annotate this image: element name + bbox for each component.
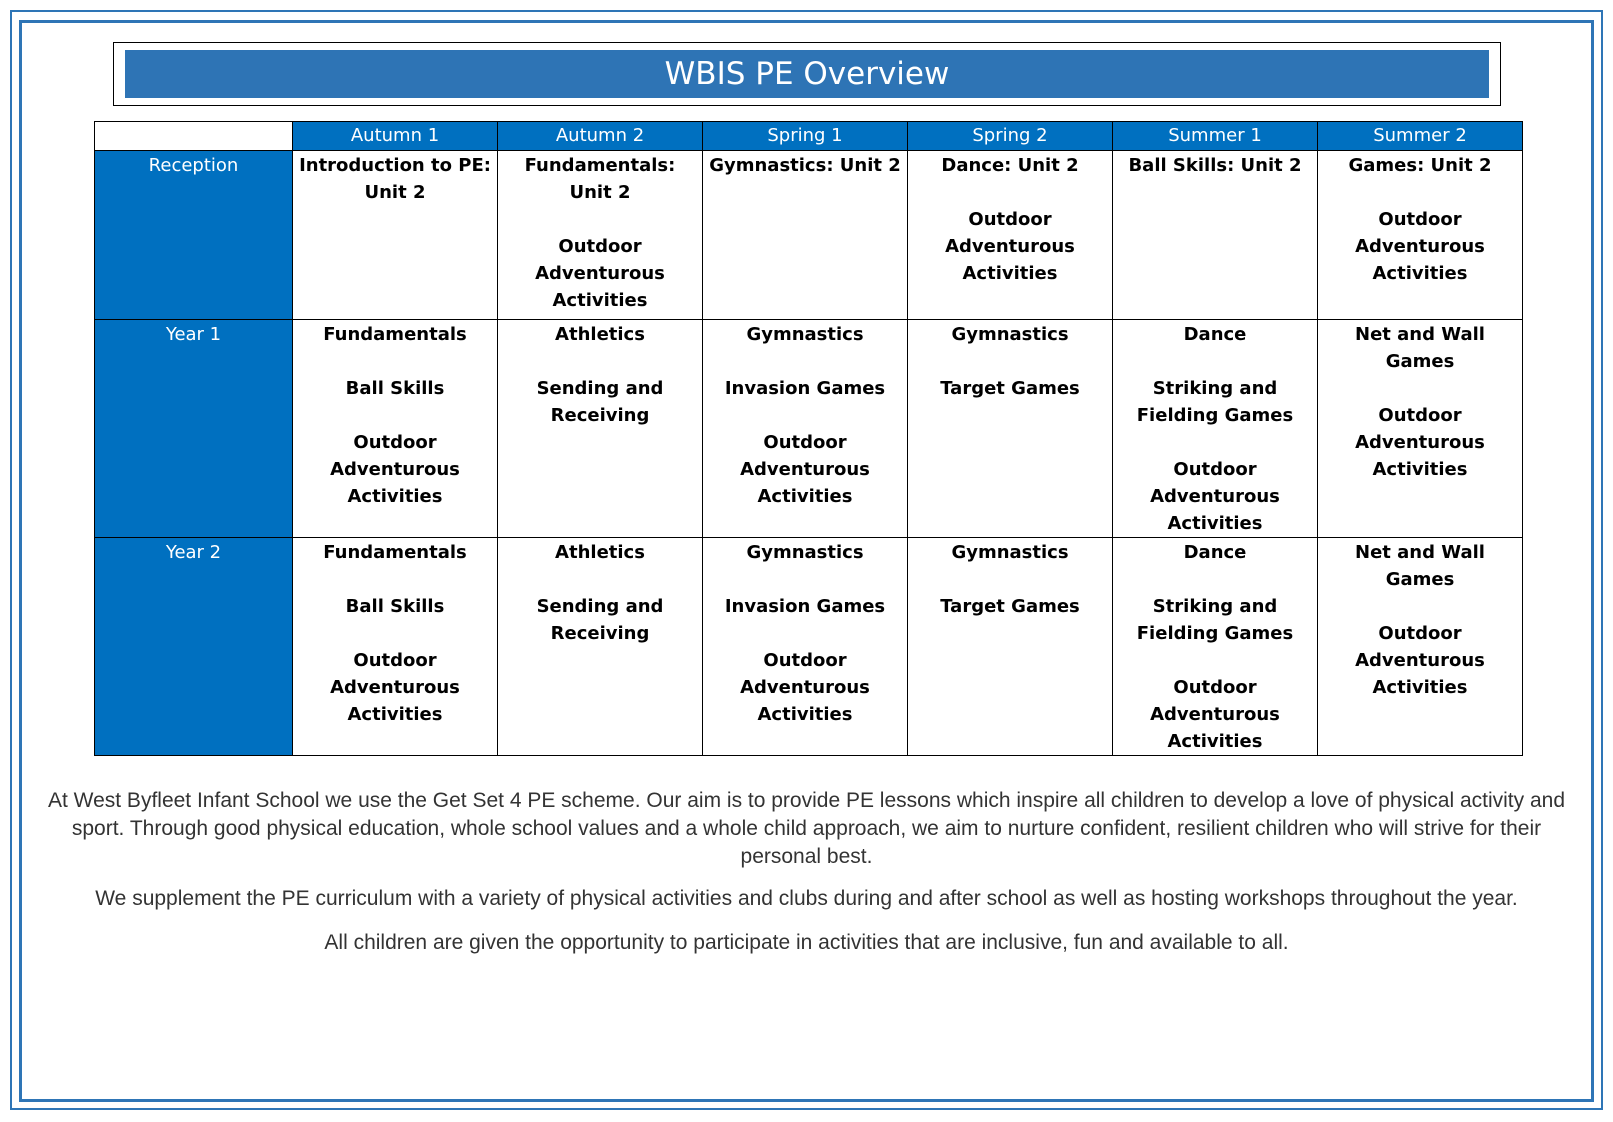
activity-cell: [1113, 320, 1318, 538]
activity-text: Outdoor Adventurous Activities: [1355, 405, 1485, 480]
activity-text: Outdoor Adventurous Activities: [1355, 209, 1485, 284]
title-box: [113, 42, 1501, 106]
activity-cell: [293, 151, 498, 320]
activity-text: Sending and Receiving: [536, 378, 664, 426]
activity-text: Athletics: [555, 324, 645, 345]
cell-spacer: [1324, 593, 1516, 620]
activity-text: Outdoor Adventurous Activities: [1150, 459, 1280, 534]
cell-spacer: [299, 402, 491, 429]
activity-text: Striking and Fielding Games: [1136, 378, 1294, 426]
table-header-row: [95, 122, 1523, 151]
activity-text: Ball Skills: [345, 596, 445, 617]
activity-text: Outdoor Adventurous Activities: [1150, 677, 1280, 752]
activity-cell: [293, 320, 498, 538]
activity-cell: [703, 151, 908, 320]
activity-text: Outdoor Adventurous Activities: [740, 432, 870, 507]
activity-cell: [1113, 151, 1318, 320]
cell-spacer: [1324, 375, 1516, 402]
activity-text: Outdoor Adventurous Activities: [535, 236, 665, 311]
column-header: Spring 1: [703, 122, 908, 151]
cell-spacer: [299, 566, 491, 593]
cell-spacer: [1119, 647, 1311, 674]
cell-spacer: [1119, 566, 1311, 593]
activity-cell: [703, 320, 908, 538]
column-header: Autumn 2: [498, 122, 703, 151]
activity-text: Net and Wall Games: [1355, 324, 1485, 372]
activity-cell: [908, 151, 1113, 320]
page-title: WBIS PE Overview: [125, 50, 1489, 98]
activity-text: Target Games: [940, 596, 1080, 617]
column-header: Spring 2: [908, 122, 1113, 151]
cell-spacer: [709, 348, 901, 375]
activity-cell: [908, 320, 1113, 538]
table-row: [95, 151, 1523, 320]
activity-text: Outdoor Adventurous Activities: [1355, 623, 1485, 698]
activity-cell: [1318, 151, 1523, 320]
activity-text: Dance: [1183, 324, 1247, 345]
activity-text: Outdoor Adventurous Activities: [945, 209, 1075, 284]
cell-spacer: [1324, 179, 1516, 206]
cell-spacer: [504, 348, 696, 375]
activity-text: Dance: Unit 2: [941, 155, 1079, 176]
cell-spacer: [1119, 429, 1311, 456]
activity-text: Dance: [1183, 542, 1247, 563]
activity-text: Striking and Fielding Games: [1136, 596, 1294, 644]
activity-cell: [498, 151, 703, 320]
activity-cell: [1113, 538, 1318, 756]
activity-cell: [703, 538, 908, 756]
activity-cell: [908, 538, 1113, 756]
supplement-paragraph: We supplement the PE curriculum with a variety of physical activities and clubs during and after school as well as hosting workshops throughout the year.: [95, 887, 1518, 910]
column-header: Summer 2: [1318, 122, 1523, 151]
activity-text: Games: Unit 2: [1348, 155, 1492, 176]
activity-cell: [1318, 538, 1523, 756]
activity-text: Gymnastics: [951, 542, 1069, 563]
activity-text: Gymnastics: [746, 542, 864, 563]
activity-cell: [293, 538, 498, 756]
activity-text: Fundamentals: Unit 2: [524, 155, 676, 203]
cell-spacer: [709, 402, 901, 429]
activity-text: Target Games: [940, 378, 1080, 399]
table-row: [95, 320, 1523, 538]
activity-text: Ball Skills: Unit 2: [1128, 155, 1302, 176]
pe-overview-table: [94, 121, 1523, 756]
activity-text: Gymnastics: [746, 324, 864, 345]
activity-text: Net and Wall Games: [1355, 542, 1485, 590]
year-group-label: Reception: [95, 151, 293, 320]
activity-text: Gymnastics: Unit 2: [709, 155, 901, 176]
intro-paragraph: At West Byfleet Infant School we use the Get Set 4 PE scheme. Our aim is to provide PE lessons which inspire all children to develop a love of physical activity and sport. Through good physical education, whole school values and a whole child approach, we aim to nurture confident, resilient children who will strive for their personal best.: [47, 789, 1566, 868]
cell-spacer: [709, 566, 901, 593]
activity-text: Outdoor Adventurous Activities: [330, 650, 460, 725]
activity-text: Outdoor Adventurous Activities: [330, 432, 460, 507]
cell-spacer: [1119, 348, 1311, 375]
corner-cell: [95, 122, 293, 151]
table-row: [95, 538, 1523, 756]
activity-text: Invasion Games: [724, 596, 886, 617]
inclusion-paragraph: All children are given the opportunity to participate in activities that are inclusive, fun and available to all.: [324, 931, 1289, 954]
activity-text: Athletics: [555, 542, 645, 563]
activity-text: Sending and Receiving: [536, 596, 664, 644]
activity-cell: [498, 538, 703, 756]
activity-text: Ball Skills: [345, 378, 445, 399]
activity-text: Outdoor Adventurous Activities: [740, 650, 870, 725]
cell-spacer: [914, 348, 1106, 375]
column-header: Autumn 1: [293, 122, 498, 151]
activity-text: Introduction to PE: Unit 2: [299, 155, 491, 203]
cell-spacer: [504, 566, 696, 593]
cell-spacer: [504, 206, 696, 233]
activity-cell: [1318, 320, 1523, 538]
activity-text: Fundamentals: [323, 542, 467, 563]
cell-spacer: [914, 179, 1106, 206]
year-group-label: Year 1: [95, 320, 293, 538]
activity-text: Gymnastics: [951, 324, 1069, 345]
cell-spacer: [709, 620, 901, 647]
activity-text: Fundamentals: [323, 324, 467, 345]
year-group-label: Year 2: [95, 538, 293, 756]
activity-cell: [498, 320, 703, 538]
cell-spacer: [299, 348, 491, 375]
cell-spacer: [914, 566, 1106, 593]
activity-text: Invasion Games: [724, 378, 886, 399]
cell-spacer: [299, 620, 491, 647]
column-header: Summer 1: [1113, 122, 1318, 151]
